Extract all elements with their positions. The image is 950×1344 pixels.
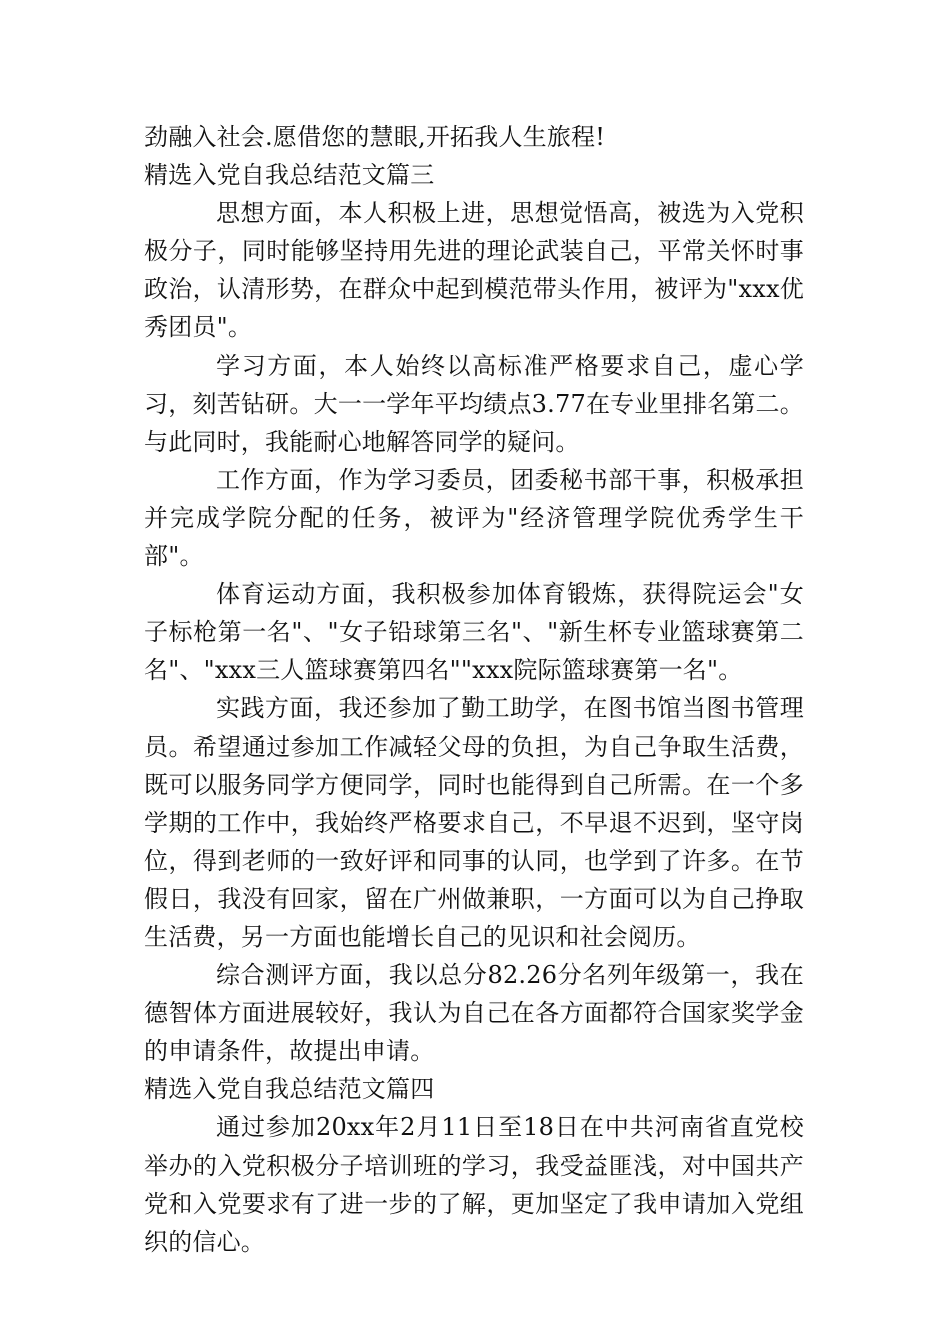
body-paragraph: 体育运动方面，我积极参加体育锻炼，获得院运会"女子标枪第一名"、"女子铅球第三名"、"新生杯专业篮球赛第二名"、"xxx三人篮球赛第四名""xxx院际篮球赛第一名"。 <box>144 580 804 685</box>
section-heading: 精选入党自我总结范文篇三 <box>144 161 435 190</box>
body-paragraph: 学习方面，本人始终以高标准严格要求自己，虚心学习，刻苦钻研。大一一学年平均绩点3.77在专业里排名第二。与此同时，我能耐心地解答同学的疑问。 <box>144 351 804 456</box>
body-paragraph: 综合测评方面，我以总分82.26分名列年级第一，我在德智体方面进展较好，我认为自己在各方面都符合国家奖学金的申请条件，故提出申请。 <box>144 961 804 1066</box>
body-paragraph: 通过参加20xx年2月11日至18日在中共河南省直党校举办的入党积极分子培训班的学习，我受益匪浅，对中国共产党和入党要求有了进一步的了解，更加坚定了我申请加入党组织的信心。 <box>144 1113 804 1256</box>
body-paragraph: 实践方面，我还参加了勤工助学，在图书馆当图书管理员。希望通过参加工作减轻父母的负担，为自己争取生活费，既可以服务同学方便同学，同时也能得到自己所需。在一个多学期的工作中，我始终严格要求自己，不早退不迟到，坚守岗位，得到老师的一致好评和同事的认同，也学到了许多。在节假日，我没有回家，留在广州做兼职，一方面可以为自己挣取生活费，另一方面也能增长自己的见识和社会阅历。 <box>144 694 804 951</box>
body-paragraph: 劲融入社会.愿借您的慧眼,开拓我人生旅程! <box>144 123 606 151</box>
body-paragraph: 思想方面，本人积极上进，思想觉悟高，被选为入党积极分子，同时能够坚持用先进的理论武装自己，平常关怀时事政治，认清形势，在群众中起到模范带头作用，被评为"xxx优秀团员"。 <box>144 199 804 342</box>
document-body <box>144 118 804 1261</box>
body-paragraph: 工作方面，作为学习委员，团委秘书部干事，积极承担并完成学院分配的任务，被评为"经济管理学院优秀学生干部"。 <box>144 465 804 571</box>
section-heading: 精选入党自我总结范文篇四 <box>144 1075 435 1104</box>
